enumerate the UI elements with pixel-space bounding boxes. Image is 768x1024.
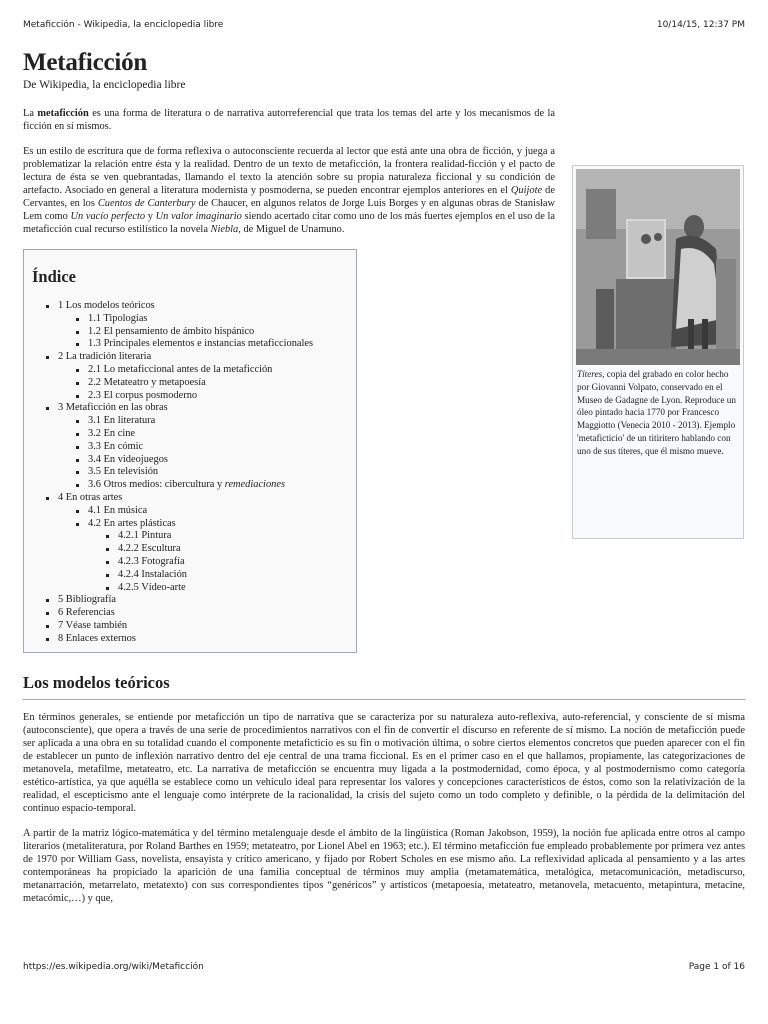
print-footer-page: Page 1 of 16 — [688, 962, 745, 972]
engraving-image[interactable] — [576, 169, 740, 365]
toc-link[interactable]: 4.1 En música — [88, 504, 148, 516]
toc-link[interactable]: 4.2.4 Instalación — [118, 568, 187, 580]
toc-item — [24, 351, 356, 402]
figure-caption: Títeres, copia del grabado en color hecho por Giovanni Volpato, conservado en el Museo de Gadagne de Lyon. Reproduce un óleo pintado hacia 1770 por Francesco Maggiotto (Venecia 2010 - 2013). Ejemplo 'metaficticio' de un titiritero hablando con uno de sus títeres, que él mismo mueve. — [577, 369, 736, 456]
toc-link[interactable]: 3.2 En cine — [88, 427, 136, 439]
page-subtitle: De Wikipedia, la enciclopedia libre — [23, 79, 186, 91]
toc-link[interactable]: 4.2.5 Vídeo-arte — [118, 581, 186, 593]
toc-item — [88, 556, 356, 569]
toc-link[interactable]: 7 Véase también — [58, 619, 128, 631]
toc-sublist — [58, 415, 356, 492]
caption-title: Títeres — [577, 369, 603, 379]
toc-item — [58, 454, 356, 467]
toc-link[interactable]: 4 En otras artes — [58, 491, 123, 503]
toc-item — [58, 415, 356, 428]
section1-paragraph-2: A partir de la matriz lógico-matemática y del término metalenguaje desde el ámbito de la lingüística (Roman Jakobson, 1959), la noción fue aplicada entre otros al campo literarios (metaliteratura, por Roland Barthes en 1959; metateatro, por Lionel Abel en 1963; etc.). El término metaficción fue empleado probablemente por primera vez antes de 1970 por William Gass, novelista, ensayista y crítico americano, y fijado por Robert Scholes en ese mismo año. La reflexividad aplicada al pensamiento y a las artes contemporáneas ha propiciado la aparición de una familia conceptual de términos muy amplia (metamatemática, metalógica, metacomunicación, metadiscurso, metanarración, metarrelato, metatexto) con sus correspondientes tipos “genéricos” y artísticos (metapoesía, metateatro, metanovela, metacuento, metapintura, metacine, metacómic,…) y que, — [23, 827, 745, 904]
toc-link[interactable]: 4.2 En artes plásticas — [88, 517, 176, 529]
intro-paragraph-1: La metaficción es una forma de literatura o de narrativa autorreferencial que trata los temas del arte y los mecanismos de la ficción en sí mismos. — [23, 108, 555, 132]
toc-link[interactable]: 1.2 El pensamiento de ámbito hispánico — [88, 325, 255, 337]
toc-item — [58, 518, 356, 595]
toc-item — [58, 441, 356, 454]
page-title: Metaficción — [23, 49, 148, 76]
toc-item — [58, 505, 356, 518]
term-bold: metaficción — [37, 108, 89, 119]
toc-item — [88, 530, 356, 543]
toc-link[interactable]: 2.2 Metateatro y metapoesía — [88, 376, 206, 388]
toc-item — [88, 569, 356, 582]
toc-link[interactable]: 6 Referencias — [58, 607, 115, 619]
toc-link[interactable]: 3 Metaficción en las obras — [58, 402, 168, 414]
toc-heading: Índice — [32, 267, 77, 286]
toc-item — [24, 594, 356, 607]
toc-sublist — [58, 505, 356, 595]
engraving-illustration — [576, 169, 740, 365]
intro-paragraph-2: Es un estilo de escritura que de forma reflexiva o autoconsciente recuerda al lector que está ante una obra de ficción, y juega a problematizar la relación entre ésta y la realidad. Dentro de un texto de metaficción, la frontera realidad-ficción y el pacto de lectura de ésta se ven quebrantadas, llamando el texto la atención sobre su propia naturaleza ficcional y su condición de artefacto. Asociado en general a literatura modernista y posmoderna, se pueden encontrar ejemplos anteriores en el Quijote de Cervantes, en los Cuentos de Canterbury de Chaucer, en algunos relatos de Jorge Luis Borges y en algunas obras de Stanisław Lem como Un vacío perfecto y Un valor imaginario siendo acertado citar como uno de los más fuertes ejemplos en el uso de la metaficción cual recurso estilístico la novela Niebla, de Miguel de Unamuno. — [23, 146, 555, 235]
toc-item — [24, 620, 356, 633]
toc-item — [24, 492, 356, 594]
link-cuentos-canterbury[interactable]: Cuentos de Canterbury — [97, 198, 196, 209]
toc-item — [58, 390, 356, 403]
toc-item — [24, 607, 356, 620]
toc-link[interactable]: 1.1 Tipologías — [88, 312, 148, 324]
toc-link[interactable]: 4.2.2 Escultura — [118, 543, 181, 555]
toc-link[interactable]: 4.2.1 Pintura — [118, 530, 172, 542]
link-quijote[interactable]: Quijote — [510, 185, 543, 196]
section1-paragraph-1: En términos generales, se entiende por metaficción un tipo de narrativa que se caracteriza por su naturaleza auto-reflexiva, auto-referencial, y consciente de sí misma (autoconsciente), que opera a través de una serie de procedimientos narrativos con el fin de convertir el discurso en referente de sí mismo. La noción de metaficción puede ser aplicada a una obra en su totalidad cuando el componente metaficticio es su fin o motivación última, o sobre ciertos elementos concretos que pueden aparecer con el fin de establecer un punto de inflexión narrativo dentro del eje central de una trama ficcional. Es en el primer caso en el que hallamos, propiamente, las categorizaciones de metanovela, metafilme, metateatro, etc. La narrativa de metaficción se encuentra muy ligada a la postmodernidad, como época, y al postmodernismo como categoría estético-artística, ya que aquélla se establece como un vehículo ideal para representar los valores y concepciones característicos de éstos, como son la relativización de la realidad, el escepticismo ante el lenguaje como intérprete de la racionalidad, la crisis del sujeto como un todo completo y definible, o la pérdida de la delimitación del continuo espacio-temporal. — [23, 711, 745, 814]
toc-item — [88, 543, 356, 556]
toc-link[interactable]: 1.3 Principales elementos e instancias metaficcionales — [88, 338, 314, 350]
toc-item — [58, 466, 356, 479]
article-content — [23, 48, 745, 905]
print-header-title: Metaficción - Wikipedia, la enciclopedia libre — [23, 20, 224, 30]
toc-link[interactable]: 1 Los modelos teóricos — [58, 300, 155, 311]
print-footer-url: https://es.wikipedia.org/wiki/Metaficción — [23, 962, 204, 972]
toc-link[interactable]: 8 Enlaces externos — [58, 632, 136, 644]
toc-link[interactable]: 4.2.3 Fotografía — [118, 555, 185, 567]
toc-item — [58, 338, 356, 351]
toc-item — [58, 479, 356, 492]
toc-link[interactable]: 3.1 En literatura — [88, 415, 156, 427]
table-of-contents — [23, 249, 357, 653]
thumbnail-figure — [572, 165, 744, 539]
toc-link[interactable]: 5 Bibliografía — [58, 594, 117, 606]
link-vacio-perfecto[interactable]: Un vacío perfecto — [70, 211, 146, 222]
toc-link[interactable]: 2.1 Lo metaficcional antes de la metaficción — [88, 363, 273, 375]
toc-item — [24, 633, 356, 646]
section-heading-modelos: Los modelos teóricos — [23, 673, 745, 700]
toc-list — [24, 300, 356, 646]
toc-sublist — [58, 364, 356, 402]
link-niebla[interactable]: Niebla — [210, 224, 239, 235]
toc-item — [58, 364, 356, 377]
toc-item — [58, 326, 356, 339]
toc-sublist — [88, 530, 356, 594]
toc-link[interactable]: 3.6 Otros medios: cibercultura y remediaciones — [88, 479, 285, 491]
toc-item — [88, 582, 356, 595]
toc-item — [24, 402, 356, 492]
toc-sublist — [58, 313, 356, 351]
toc-link[interactable]: 2 La tradición literaria — [58, 351, 152, 363]
toc-item — [58, 313, 356, 326]
toc-link[interactable]: 2.3 El corpus posmoderno — [88, 389, 198, 401]
toc-item — [24, 300, 356, 351]
toc-item — [58, 377, 356, 390]
link-valor-imaginario[interactable]: Un valor imaginario — [155, 211, 242, 222]
toc-link[interactable]: 3.4 En videojuegos — [88, 453, 168, 465]
toc-item — [58, 428, 356, 441]
print-header-datetime: 10/14/15, 12:37 PM — [656, 20, 745, 30]
toc-link[interactable]: 3.5 En televisión — [88, 466, 159, 478]
toc-link[interactable]: 3.3 En cómic — [88, 440, 144, 452]
